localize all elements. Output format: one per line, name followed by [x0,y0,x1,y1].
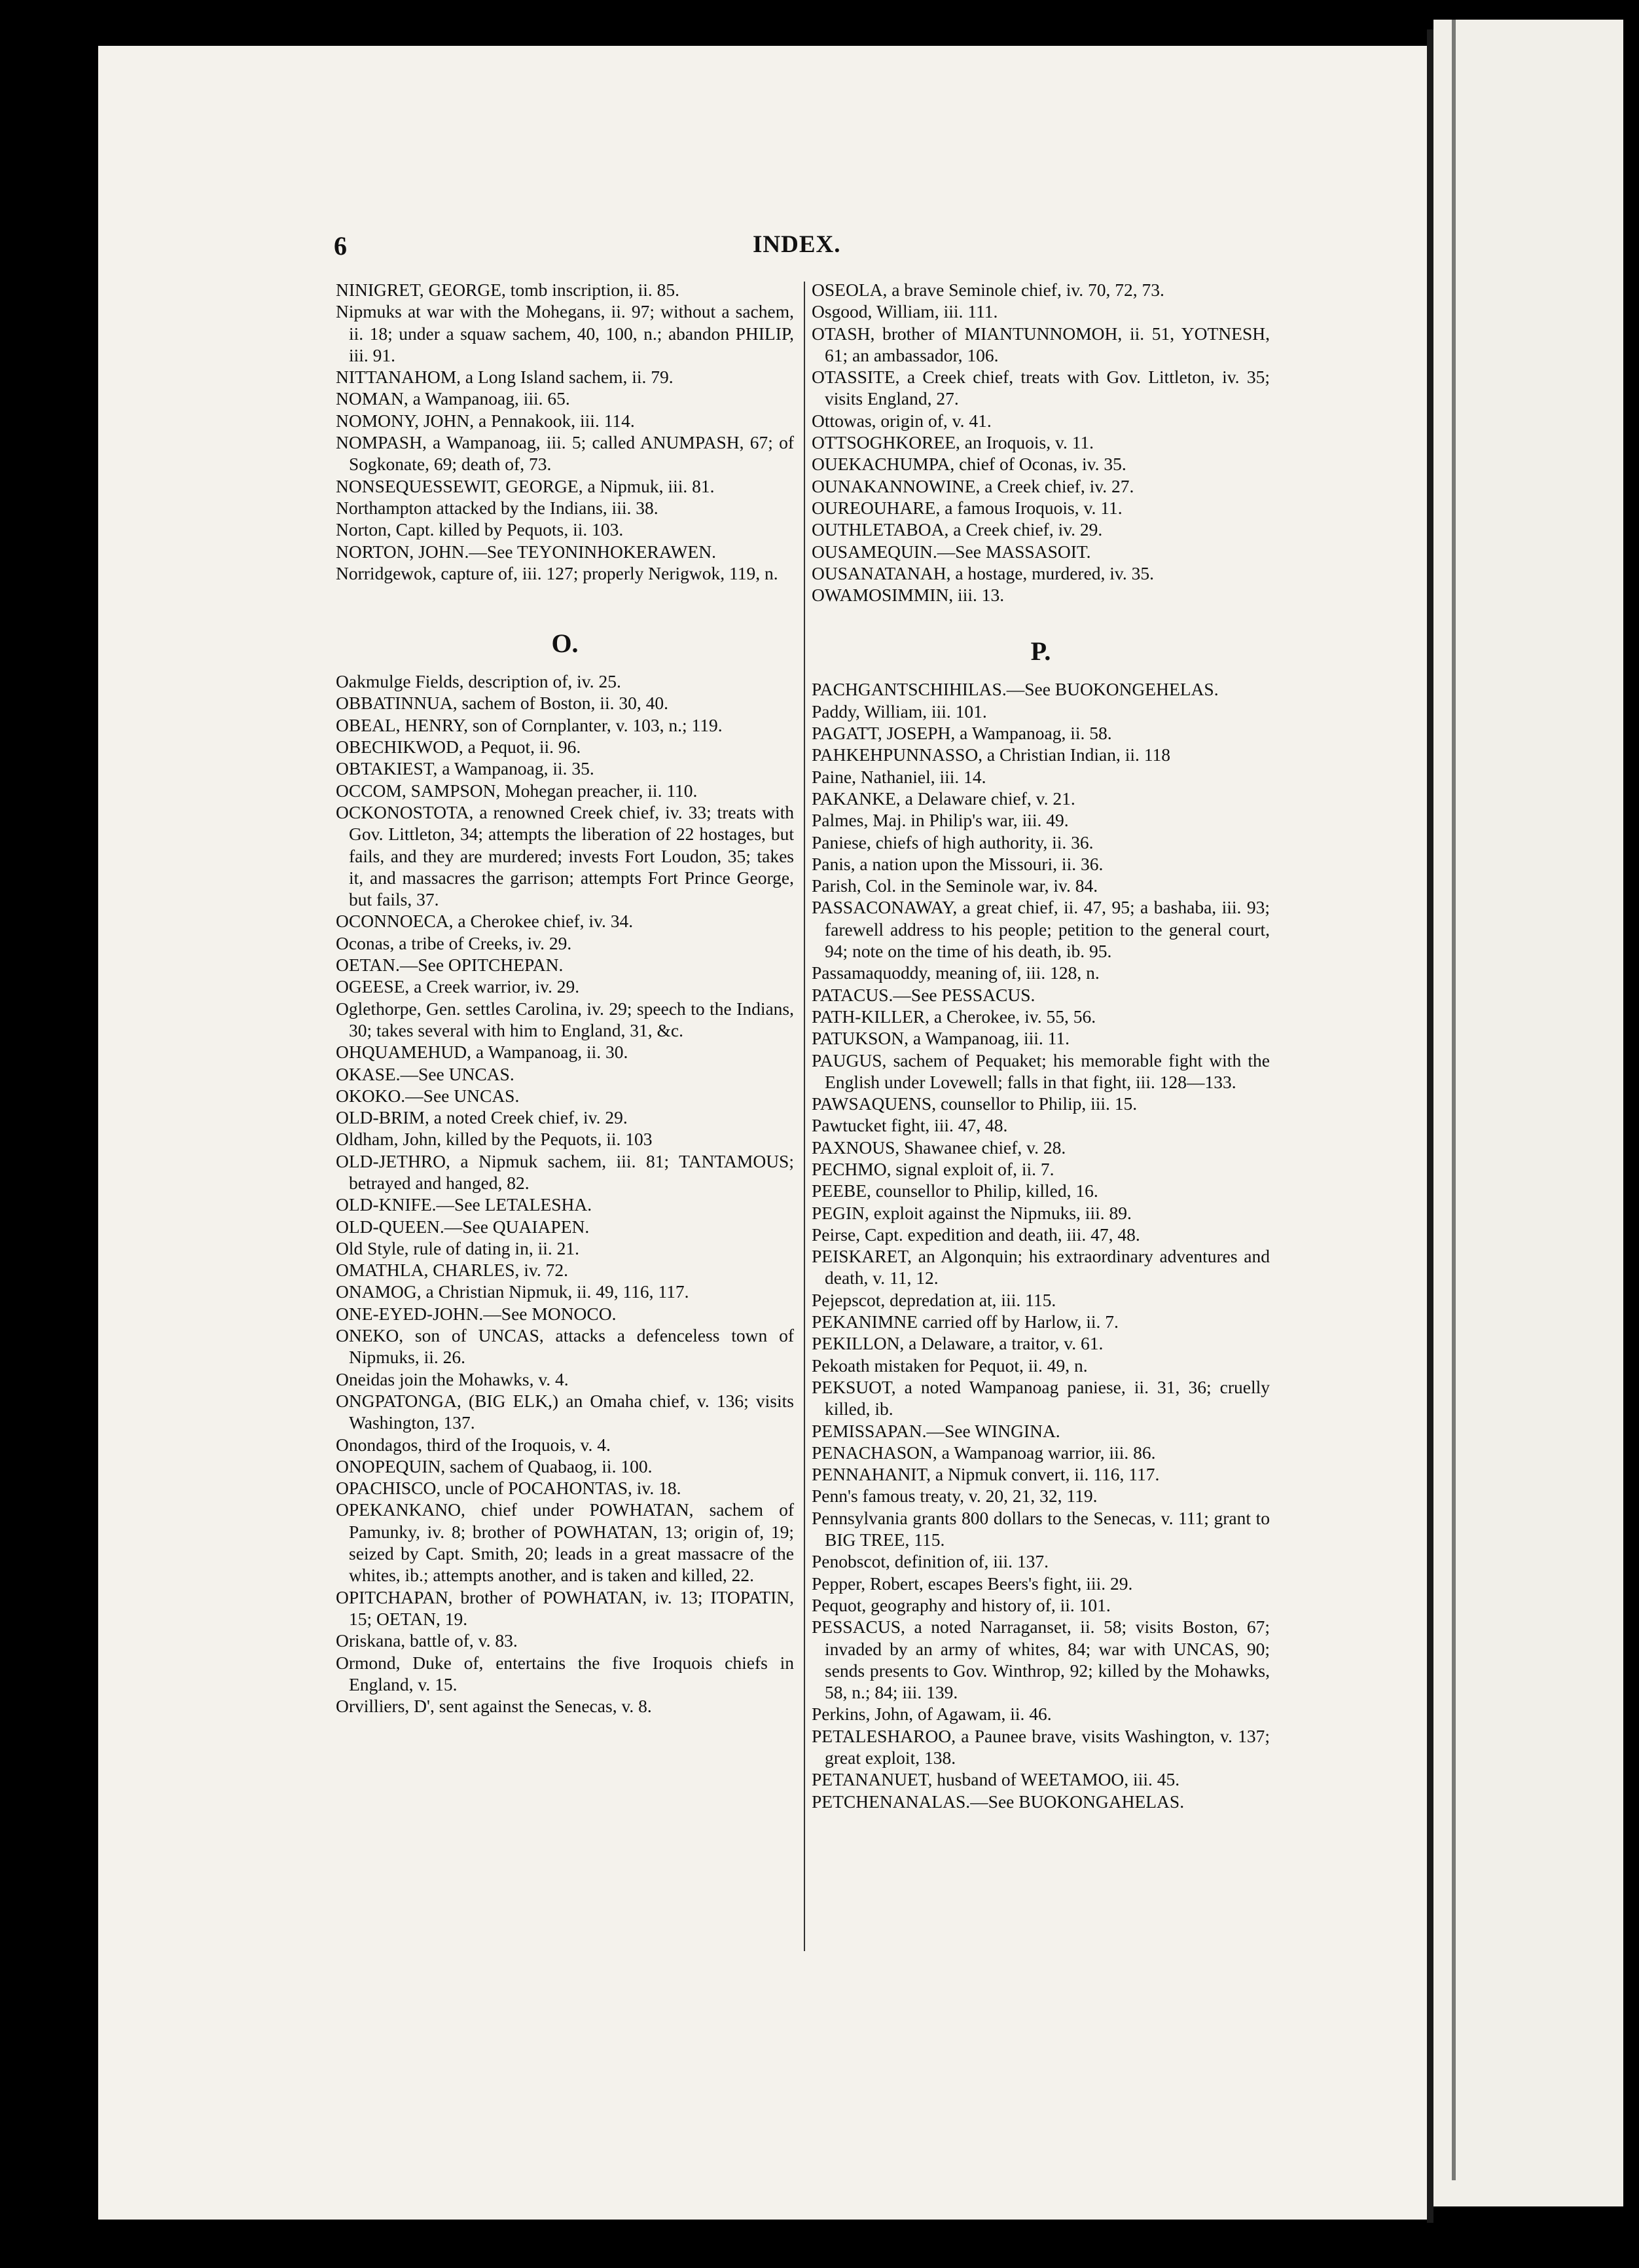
index-entry: Old Style, rule of dating in, ii. 21. [336,1237,579,1258]
index-entry: Pepper, Robert, escapes Beers's fight, iii. 29. [812,1573,1133,1594]
index-entry: OPITCHAPAN, brother of POWHATAN, iv. 13; ITOPATIN, 15; OETAN, 19. [336,1586,794,1629]
index-entry: OLD-BRIM, a noted Creek chief, iv. 29. [336,1107,628,1128]
index-entry: OBBATINNUA, sachem of Boston, ii. 30, 40. [336,693,668,714]
index-entry: OUSANATANAH, a hostage, murdered, iv. 35. [812,562,1155,583]
index-entry: Perkins, John, of Agawam, ii. 46. [812,1704,1052,1725]
index-entry: Pequot, geography and history of, ii. 101. [812,1594,1111,1615]
index-entry: NINIGRET, GEORGE, tomb inscription, ii. 85. [336,280,679,300]
index-entry: PATUKSON, a Wampanoag, iii. 11. [812,1028,1070,1049]
index-entry: PETANANUET, husband of WEETAMOO, iii. 45. [812,1769,1180,1790]
index-entry: OWAMOSIMMIN, iii. 13. [812,585,1005,606]
index-entry: OTASSITE, a Creek chief, treats with Gov. Littleton, iv. 35; visits England, 27. [812,367,1270,409]
index-entry: NOMPASH, a Wampanoag, iii. 5; called ANUMPASH, 67; of Sogkonate, 69; death of, 73. [336,432,794,475]
index-entry: Peirse, Capt. expedition and death, iii. 47, 48. [812,1224,1140,1245]
index-entry: OUNAKANNOWINE, a Creek chief, iv. 27. [812,475,1134,496]
section-letter-p: P. [1030,636,1051,667]
index-entry: OPACHISCO, uncle of POCAHONTAS, iv. 18. [336,1478,681,1499]
index-entry: Orvilliers, D', sent against the Senecas, v. 8. [336,1696,652,1717]
index-entry: ONGPATONGA, (BIG ELK,) an Omaha chief, v. 136; visits Washington, 137. [336,1390,794,1433]
index-entry: Panis, a nation upon the Missouri, ii. 36. [812,853,1104,874]
index-entry: Pawtucket fight, iii. 47, 48. [812,1115,1008,1136]
entries-o-left [336,670,794,1717]
index-entry: PEISKARET, an Algonquin; his extraordinary adventures and death, v. 11, 12. [812,1246,1270,1289]
index-entry: PEMISSAPAN.—See WINGINA. [812,1420,1060,1441]
index-entry: Norridgewok, capture of, iii. 127; properly Nerigwok, 119, n. [336,562,778,583]
index-entry: Oldham, John, killed by the Pequots, ii. 103 [336,1129,653,1150]
running-head: INDEX. [753,231,841,258]
index-entry: OKOKO.—See UNCAS. [336,1085,520,1106]
facing-page [1433,20,1623,2206]
index-entry: PESSACUS, a noted Narraganset, ii. 58; visits Boston, 67; invaded by an army of whites, 84; war with UNCAS, 90; sends presents to Gov. Winthrop, 92; killed by the Mohawks, 58, n.; 84; iii. 139. [812,1617,1270,1703]
page-header [334,230,1270,263]
index-entry: PACHGANTSCHIHILAS.—See BUOKONGEHELAS. [812,679,1219,700]
index-entry: OLD-KNIFE.—See LETALESHA. [336,1194,592,1215]
page-number: 6 [334,231,347,261]
index-entry: Norton, Capt. killed by Pequots, ii. 103. [336,519,624,540]
index-entry: OHQUAMEHUD, a Wampanoag, ii. 30. [336,1042,628,1063]
index-entry: Paddy, William, iii. 101. [812,701,987,722]
index-entry: OLD-QUEEN.—See QUAIAPEN. [336,1216,590,1237]
index-entry: Pejepscot, depredation at, iii. 115. [812,1289,1056,1310]
index-entry: NOMONY, JOHN, a Pennakook, iii. 114. [336,410,635,431]
index-entry: NITTANAHOM, a Long Island sachem, ii. 79. [336,367,674,388]
index-entry: PAUGUS, sachem of Pequaket; his memorable fight with the English under Lovewell; falls in that fight, iii. 128—133. [812,1050,1270,1092]
index-entry: Pekoath mistaken for Pequot, ii. 49, n. [812,1355,1088,1376]
entries-p [812,678,1270,1812]
index-entry: OPEKANKANO, chief under POWHATAN, sachem of Pamunky, iv. 8; brother of POWHATAN, 13; origin of, 19; seized by Capt. Smith, 20; leads in a great massacre of the whites, ib.; attempts another, and is taken and killed, 22. [336,1499,794,1586]
index-entry: Parish, Col. in the Seminole war, iv. 84. [812,875,1098,896]
index-entry: OKASE.—See UNCAS. [336,1063,514,1084]
index-entry: Ormond, Duke of, entertains the five Iroquois chiefs in England, v. 15. [336,1652,794,1694]
index-entry: Onondagos, third of the Iroquois, v. 4. [336,1434,611,1455]
index-entry: PATACUS.—See PESSACUS. [812,984,1036,1005]
index-entry: Penn's famous treaty, v. 20, 21, 32, 119. [812,1486,1098,1507]
index-entry: Oglethorpe, Gen. settles Carolina, iv. 29; speech to the Indians, 30; takes several with him to England, 31, &c. [336,998,794,1040]
index-entry: PETCHENANALAS.—See BUOKONGAHELAS. [812,1791,1185,1812]
right-column [812,279,1270,1812]
index-entry: PAXNOUS, Shawanee chief, v. 28. [812,1137,1066,1158]
section-letter-o: O. [551,629,579,659]
index-entry: OMATHLA, CHARLES, iv. 72. [336,1260,568,1281]
index-entry: OETAN.—See OPITCHEPAN. [336,955,564,976]
index-entry: ONEKO, son of UNCAS, attacks a defenceless town of Nipmuks, ii. 26. [336,1325,794,1368]
index-entry: ONE-EYED-JOHN.—See MONOCO. [336,1303,617,1324]
index-entry: PEKANIMNE carried off by Harlow, ii. 7. [812,1311,1119,1332]
index-entry: Penobscot, definition of, iii. 137. [812,1551,1049,1572]
index-entry: OLD-JETHRO, a Nipmuk sachem, iii. 81; TANTAMOUS; betrayed and hanged, 82. [336,1150,794,1193]
index-entry: OBECHIKWOD, a Pequot, ii. 96. [336,737,581,758]
index-entry: OCKONOSTOTA, a renowned Creek chief, iv. 33; treats with Gov. Littleton, 34; attempts the liberation of 22 hostages, but fails, and they are murdered; invests Fort Loudon, 35; takes it, and massacres the garrison; attempts Fort Prince George, but fails, 37. [336,801,794,910]
index-entry: Oakmulge Fields, description of, iv. 25. [336,671,621,692]
index-entry: OSEOLA, a brave Seminole chief, iv. 70, 72, 73. [812,280,1164,300]
index-entry: OGEESE, a Creek warrior, iv. 29. [336,976,580,997]
index-entry: PEEBE, counsellor to Philip, killed, 16. [812,1180,1098,1201]
index-entry: PAKANKE, a Delaware chief, v. 21. [812,788,1075,809]
page-gutter [1427,29,1433,2223]
index-entry: Osgood, William, iii. 111. [812,301,998,322]
index-entry: PEKILLON, a Delaware, a traitor, v. 61. [812,1333,1104,1354]
index-entry: Oconas, a tribe of Creeks, iv. 29. [336,932,572,953]
index-entry: OCONNOECA, a Cherokee chief, iv. 34. [336,911,634,932]
left-column [336,279,794,1717]
index-entry: PAHKEHPUNNASSO, a Christian Indian, ii. 118 [812,744,1170,765]
index-entry: PAGATT, JOSEPH, a Wampanoag, ii. 58. [812,723,1112,744]
index-entry: Passamaquoddy, meaning of, iii. 128, n. [812,962,1100,983]
index-entry: PECHMO, signal exploit of, ii. 7. [812,1158,1054,1179]
index-entry: Oneidas join the Mohawks, v. 4. [336,1368,569,1389]
index-entry: OUREOUHARE, a famous Iroquois, v. 11. [812,497,1123,518]
index-entry: PENNAHANIT, a Nipmuk convert, ii. 116, 117. [812,1464,1160,1485]
index-entry: PEGIN, exploit against the Nipmuks, iii. 89. [812,1202,1132,1223]
index-entry: OBEAL, HENRY, son of Cornplanter, v. 103, n.; 119. [336,714,723,735]
index-entry: Oriskana, battle of, v. 83. [336,1630,518,1651]
column-divider [804,282,805,1951]
index-entry: NORTON, JOHN.—See TEYONINHOKERAWEN. [336,541,716,562]
index-entry: Nipmuks at war with the Mohegans, ii. 97; without a sachem, ii. 18; under a squaw sachem, 40, 100, n.; abandon PHILIP, iii. 91. [336,301,794,365]
index-entry: Northampton attacked by the Indians, iii. 38. [336,497,658,518]
section-spacer [812,606,1270,635]
index-entry: PEKSUOT, a noted Wampanoag paniese, ii. 31, 36; cruelly killed, ib. [812,1376,1270,1419]
entries-n [336,279,794,584]
index-entry: OTTSOGHKOREE, an Iroquois, v. 11. [812,432,1094,453]
section-spacer [336,584,794,627]
index-entry: ONOPEQUIN, sachem of Quabaog, ii. 100. [336,1455,653,1476]
index-entry: PATH-KILLER, a Cherokee, iv. 55, 56. [812,1006,1096,1027]
index-entry: PASSACONAWAY, a great chief, ii. 47, 95; a bashaba, iii. 93; farewell address to his people; petition to the general court, 94; note on the time of his death, ib. 95. [812,897,1270,962]
index-entry: NOMAN, a Wampanoag, iii. 65. [336,388,570,409]
index-entry: Paine, Nathaniel, iii. 14. [812,766,986,787]
index-entry: Paniese, chiefs of high authority, ii. 36. [812,832,1094,852]
index-entry: Palmes, Maj. in Philip's war, iii. 49. [812,810,1069,831]
index-entry: Pennsylvania grants 800 dollars to the Senecas, v. 111; grant to BIG TREE, 115. [812,1507,1270,1550]
index-entry: OTASH, brother of MIANTUNNOMOH, ii. 51, YOTNESH, 61; an ambassador, 106. [812,323,1270,365]
index-entry: Ottowas, origin of, v. 41. [812,410,992,431]
index-entry: PAWSAQUENS, counsellor to Philip, iii. 15. [812,1093,1138,1114]
index-entry: NONSEQUESSEWIT, GEORGE, a Nipmuk, iii. 81. [336,475,715,496]
index-entry: PETALESHAROO, a Paunee brave, visits Washington, v. 137; great exploit, 138. [812,1725,1270,1768]
index-entry: OUTHLETABOA, a Creek chief, iv. 29. [812,519,1103,540]
entries-o-right [812,279,1270,606]
index-entry: OCCOM, SAMPSON, Mohegan preacher, ii. 110. [336,780,698,801]
index-entry: ONAMOG, a Christian Nipmuk, ii. 49, 116, 117. [336,1281,689,1302]
index-entry: PENACHASON, a Wampanoag warrior, iii. 86. [812,1442,1156,1463]
facing-page-edge [1452,20,1456,2180]
index-entry: OBTAKIEST, a Wampanoag, ii. 35. [336,758,594,779]
index-entry: OUSAMEQUIN.—See MASSASOIT. [812,541,1091,562]
index-entry: OUEKACHUMPA, chief of Oconas, iv. 35. [812,454,1126,475]
